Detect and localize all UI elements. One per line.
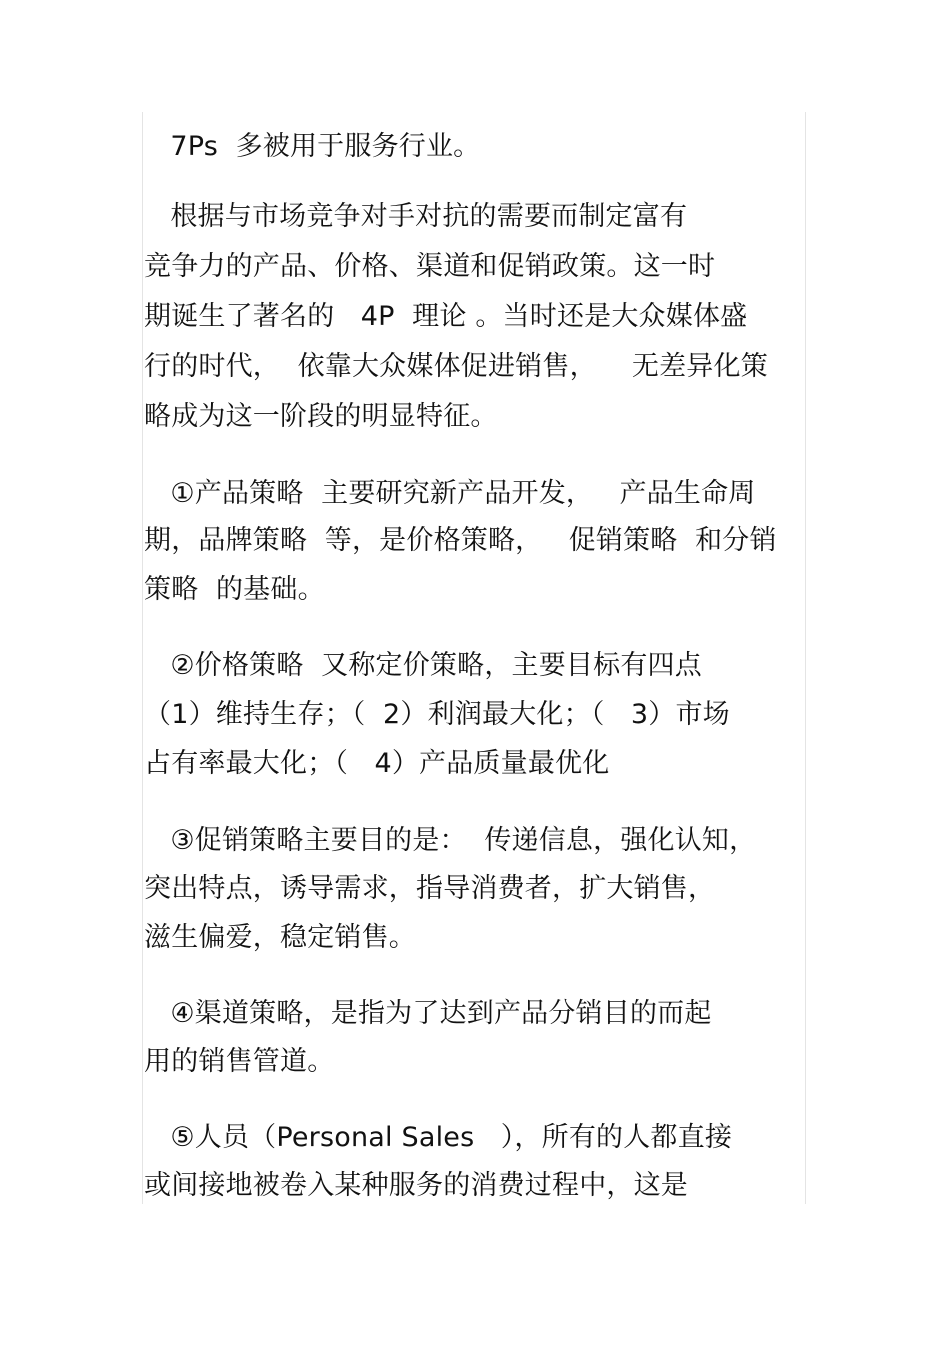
page-right-border <box>805 112 806 1204</box>
paragraph-personnel-line-1: ⑤人员（Personal Sales ），所有的人都直接 <box>144 1122 733 1153</box>
paragraph-4p-line-1: 根据与市场竞争对手对抗的需要而制定富有 <box>144 201 688 232</box>
paragraph-price-line-2: （1）维持生存；（ 2）利润最大化；（ 3）市场 <box>144 699 730 730</box>
paragraph-product-line-1: ①产品策略 主要研究新产品开发， 产品生命周 <box>144 478 756 509</box>
paragraph-price-line-3: 占有率最大化；（ 4）产品质量最优化 <box>144 748 610 779</box>
paragraph-price-line-1: ②价格策略 又称定价策略，主要目标有四点 <box>144 650 702 681</box>
paragraph-personnel-line-2: 或间接地被卷入某种服务的消费过程中，这是 <box>144 1170 688 1201</box>
paragraph-promotion-line-2: 突出特点，诱导需求，指导消费者，扩大销售， <box>144 873 716 904</box>
paragraph-7ps-line-1: 7Ps 多被用于服务行业。 <box>144 131 481 162</box>
paragraph-channel-line-2: 用的销售管道。 <box>144 1046 335 1077</box>
paragraph-promotion-line-1: ③促销策略主要目的是： 传递信息，强化认知， <box>144 825 757 856</box>
paragraph-4p-line-4: 行的时代， 依靠大众媒体促进销售， 无差异化策 <box>144 351 768 382</box>
paragraph-4p-line-3: 期诞生了著名的 4P 理论 。当时还是大众媒体盛 <box>144 301 748 332</box>
paragraph-product-line-2: 期，品牌策略 等，是价格策略， 促销策略 和分销 <box>144 525 777 556</box>
paragraph-promotion-line-3: 滋生偏爱，稳定销售。 <box>144 922 416 953</box>
paragraph-4p-line-2: 竞争力的产品、价格、渠道和促销政策。这一时 <box>144 251 716 282</box>
paragraph-channel-line-1: ④渠道策略，是指为了达到产品分销目的而起 <box>144 998 712 1029</box>
paragraph-4p-line-5: 略成为这一阶段的明显特征。 <box>144 401 498 432</box>
page-left-border <box>142 112 143 1204</box>
paragraph-product-line-3: 策略 的基础。 <box>144 574 325 605</box>
